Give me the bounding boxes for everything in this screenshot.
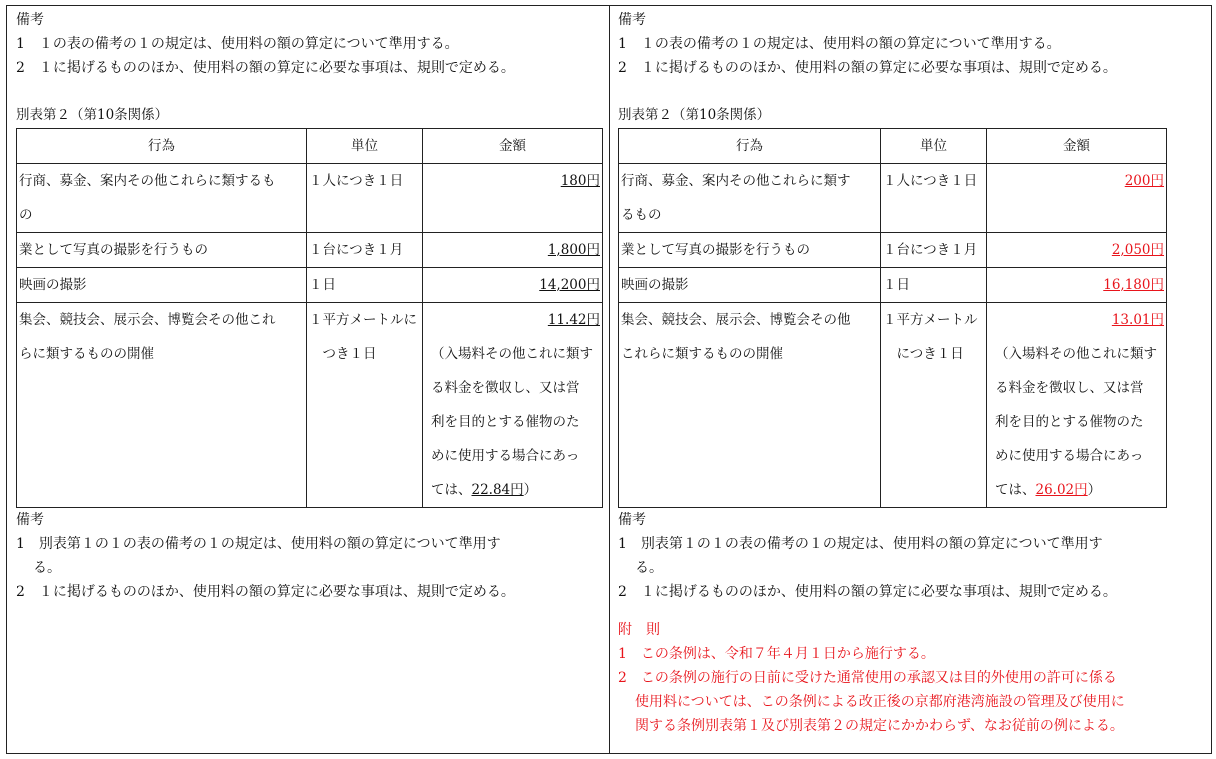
note-item-2: 2 １に掲げるもののほか、使用料の額の算定に必要な事項は、規則で定める。 <box>618 584 1117 600</box>
cell-amount: 180円 <box>423 164 603 233</box>
column-divider <box>609 5 610 754</box>
note-item-1: 1 別表第１の１の表の備考の１の規定は、使用料の額の算定について準用す <box>16 536 501 552</box>
cell-unit: １平方メートル につき１日 <box>881 303 987 508</box>
table-caption: 別表第２（第10条関係） <box>16 107 169 123</box>
cell-unit: １人につき１日 <box>881 164 987 233</box>
cell-act: 映画の撮影 <box>619 268 881 303</box>
header-unit: 単位 <box>307 129 423 164</box>
cell-amount: 16,180円 <box>987 268 1167 303</box>
supplementary-item-2-cont: 使用料については、この条例による改正後の京都府港湾施設の管理及び使用に <box>635 694 1125 710</box>
supplementary-item-2-cont: 関する条例別表第１及び別表第２の規定にかかわらず、なお従前の例による。 <box>635 718 1124 734</box>
note-item-2: 2 １に掲げるもののほか、使用料の額の算定に必要な事項は、規則で定める。 <box>618 60 1117 76</box>
table-row <box>619 268 1167 303</box>
table-row <box>619 164 1167 233</box>
table-row <box>17 233 603 268</box>
notes-title: 備考 <box>16 12 44 28</box>
cell-act: 集会、競技会、展示会、博覧会その他 これらに類するものの開催 <box>619 303 881 508</box>
supplementary-item-2: 2 この条例の施行の日前に受けた通常使用の承認又は目的外使用の許可に係る <box>618 670 1117 686</box>
cell-act: 業として写真の撮影を行うもの <box>17 233 307 268</box>
notes-title: 備考 <box>618 12 646 28</box>
cell-act: 業として写真の撮影を行うもの <box>619 233 881 268</box>
note-item-2: 2 １に掲げるもののほか、使用料の額の算定に必要な事項は、規則で定める。 <box>16 584 515 600</box>
supplementary-title: 附 則 <box>618 622 660 638</box>
cell-act: 行商、募金、案内その他これらに類するも の <box>17 164 307 233</box>
cell-unit: １日 <box>881 268 987 303</box>
fee-table <box>618 128 1167 508</box>
cell-amount: 13.01円 （入場料その他これに類す る料金を徴収し、又は営 利を目的とする催物のた めに使用する場合にあっ ては、26.02円） <box>987 303 1167 508</box>
header-act: 行為 <box>17 129 307 164</box>
cell-unit: １人につき１日 <box>307 164 423 233</box>
table-header-row <box>17 129 603 164</box>
table-header-row <box>619 129 1167 164</box>
cell-amount: 200円 <box>987 164 1167 233</box>
cell-unit: １台につき１月 <box>881 233 987 268</box>
cell-amount: 2,050円 <box>987 233 1167 268</box>
fee-table <box>16 128 603 508</box>
note-item-1-cont: る。 <box>635 560 663 576</box>
cell-act: 集会、競技会、展示会、博覧会その他これ らに類するものの開催 <box>17 303 307 508</box>
cell-act: 映画の撮影 <box>17 268 307 303</box>
cell-amount: 1,800円 <box>423 233 603 268</box>
note-item-2: 2 １に掲げるもののほか、使用料の額の算定に必要な事項は、規則で定める。 <box>16 60 515 76</box>
table-row <box>619 303 1167 508</box>
table-caption: 別表第２（第10条関係） <box>618 107 771 123</box>
cell-unit: １平方メートルに つき１日 <box>307 303 423 508</box>
note-item-1: 1 １の表の備考の１の規定は、使用料の額の算定について準用する。 <box>618 36 1061 52</box>
note-item-1-cont: る。 <box>33 560 61 576</box>
cell-unit: １台につき１月 <box>307 233 423 268</box>
note-item-1: 1 別表第１の１の表の備考の１の規定は、使用料の額の算定について準用す <box>618 536 1103 552</box>
cell-amount: 11.42円 （入場料その他これに類す る料金を徴収し、又は営 利を目的とする催物のた めに使用する場合にあっ ては、22.84円） <box>423 303 603 508</box>
header-unit: 単位 <box>881 129 987 164</box>
table-row <box>17 164 603 233</box>
header-amount: 金額 <box>423 129 603 164</box>
notes-title: 備考 <box>618 512 646 528</box>
cell-act: 行商、募金、案内その他これらに類す るもの <box>619 164 881 233</box>
supplementary-item-1: 1 この条例は、令和７年４月１日から施行する。 <box>618 646 935 662</box>
right-column-revised <box>618 8 1204 738</box>
left-column-current <box>16 8 602 604</box>
table-row <box>619 233 1167 268</box>
table-row <box>17 303 603 508</box>
table-row <box>17 268 603 303</box>
cell-amount: 14,200円 <box>423 268 603 303</box>
cell-unit: １日 <box>307 268 423 303</box>
header-amount: 金額 <box>987 129 1167 164</box>
note-item-1: 1 １の表の備考の１の規定は、使用料の額の算定について準用する。 <box>16 36 459 52</box>
header-act: 行為 <box>619 129 881 164</box>
notes-title: 備考 <box>16 512 44 528</box>
